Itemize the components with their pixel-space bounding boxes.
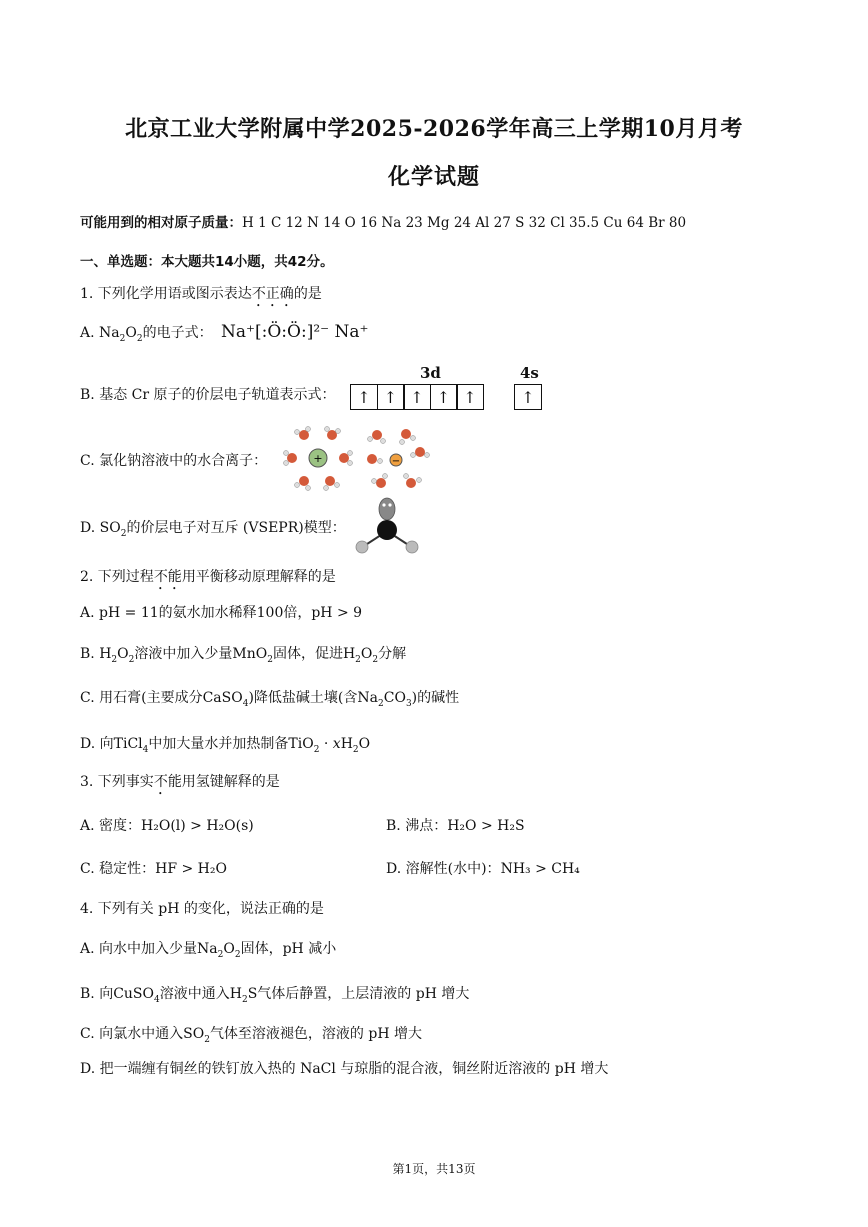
formula-na2o2: $Na_2O_2$ xyxy=(197,941,241,960)
q4-option-a: A. 向水中加入少量$Na_2O_2$固体，pH 减小 xyxy=(80,941,337,960)
formula-so2: $SO_2$ xyxy=(183,1026,210,1045)
orbital-box: ↑ xyxy=(514,384,542,410)
q2-option-b: B. $H_2O_2$溶液中加入少量MnO$_2$固体，促进$H_2O_2$分解 xyxy=(80,646,407,665)
section-heading: 一、单选题：本大题共14小题，共42分。 xyxy=(80,254,334,270)
formula-ticl4: TiCl$_4$ xyxy=(113,736,149,755)
q3-stem: 3. 下列事实不能用氢键解释的是 xyxy=(80,774,280,790)
q3-option-a: A. 密度：H₂O(l) > H₂O(s) xyxy=(80,818,254,834)
exam-title: 北京工业大学附属中学2025-2026学年高三上学期10月月考 xyxy=(125,116,743,142)
exam-subtitle: 化学试题 xyxy=(387,164,480,190)
q1-option-a: A. $Na_2O_2$的电子式： Na⁺[:Ö:Ö:]²⁻ Na⁺ xyxy=(80,322,369,344)
orbital-3d-label: 3d xyxy=(420,364,441,382)
atomic-mass-values: H 1 C 12 N 14 O 16 Na 23 Mg 24 Al 27 S 32 Cl 35.5 Cu 64 Br 80 xyxy=(242,215,687,231)
orbital-box: ↑ xyxy=(377,384,405,410)
svg-text:−: − xyxy=(391,456,401,467)
hydrated-anion xyxy=(367,429,430,488)
orbital-3d-boxes xyxy=(350,384,484,410)
q1-stem: 1. 下列化学用语或图示表达不正确的是 xyxy=(80,286,322,302)
atomic-mass-line xyxy=(80,211,686,231)
formula-na2o2: $Na_2O_2$ xyxy=(99,325,143,344)
q2-option-a: A. pH = 11的氨水加水稀释100倍，pH > 9 xyxy=(80,605,363,621)
q4-stem: 4. 下列有关 pH 的变化，说法正确的是 xyxy=(80,901,324,917)
orbital-box: ↑ xyxy=(350,384,378,410)
q2-option-d: D. 向TiCl$_4$中加大量水并加热制备$TiO_2 \cdot xH_2O$ xyxy=(80,736,371,755)
q1-emphasis: 不正确 xyxy=(251,286,294,302)
svg-text:+: + xyxy=(313,452,323,465)
orbital-4s-label: 4s xyxy=(520,364,539,382)
formula-h2s: $H_2S$ xyxy=(229,986,258,1005)
vsepr-model-illustration xyxy=(352,496,424,556)
q3-emphasis: 不 xyxy=(153,774,168,790)
q2-option-c: C. 用石膏(主要成分CaSO$_4$)降低盐碱土壤(含$Na_2CO_3$)的碱性 xyxy=(80,690,460,709)
electron-formula: Na⁺[:Ö:Ö:]²⁻ Na⁺ xyxy=(221,322,369,342)
orbital-4s-boxes xyxy=(514,384,542,410)
formula-na2co3: $Na_2CO_3$ xyxy=(357,690,412,709)
q3-option-c: C. 稳定性：HF > H₂O xyxy=(80,861,227,877)
q4-option-b: B. 向CuSO$_4$溶液中通入$H_2S$气体后静置，上层清液的 pH 增大 xyxy=(80,986,470,1005)
page-footer: 第1页，共13页 xyxy=(392,1162,476,1176)
orbital-box: ↑ xyxy=(403,384,431,410)
atomic-mass-label: 可能用到的相对原子质量： xyxy=(80,215,242,231)
formula-cuso4: CuSO$_4$ xyxy=(113,986,160,1005)
formula-mno2: MnO$_2$ xyxy=(232,646,273,665)
q3-option-b: B. 沸点：H₂O > H₂S xyxy=(386,818,525,834)
formula-caso4: CaSO$_4$ xyxy=(202,690,249,709)
q1-option-d: D. $SO_2$的价层电子对互斥 (VSEPR)模型： xyxy=(80,520,346,539)
formula-h2o2: $H_2O_2$ xyxy=(342,646,379,665)
q1-option-b: B. 基态 Cr 原子的价层电子轨道表示式： xyxy=(80,387,336,403)
q2-stem: 2. 下列过程不能用平衡移动原理解释的是 xyxy=(80,569,336,585)
q1-option-c: C. 氯化钠溶液中的水合离子： xyxy=(80,453,268,469)
formula-tio2: $TiO_2 \cdot xH_2O$ xyxy=(288,736,371,755)
orbital-box: ↑ xyxy=(430,384,458,410)
q4-option-c: C. 向氯水中通入$SO_2$气体至溶液褪色，溶液的 pH 增大 xyxy=(80,1026,423,1045)
formula-so2: $SO_2$ xyxy=(99,520,127,539)
hydrated-cation xyxy=(284,427,353,491)
formula-h2o2: $H_2O_2$ xyxy=(99,646,135,665)
hydrated-ions-illustration xyxy=(280,425,440,493)
q4-option-d: D. 把一端缠有铜丝的铁钉放入热的 NaCl 与琼脂的混合液，铜丝附近溶液的 pH 增大 xyxy=(80,1061,609,1077)
q3-option-d: D. 溶解性(水中)：NH₃ > CH₄ xyxy=(386,861,580,877)
q2-emphasis: 不能 xyxy=(153,569,182,585)
orbital-box: ↑ xyxy=(456,384,484,410)
